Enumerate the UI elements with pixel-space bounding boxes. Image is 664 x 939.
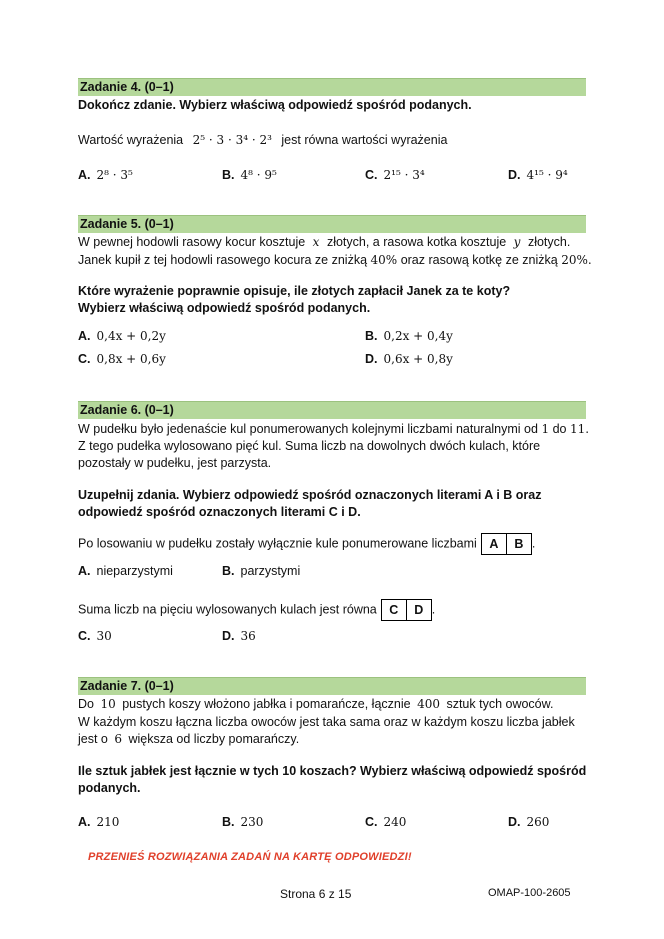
option-a[interactable]: A. 2⁸ · 3⁵: [78, 168, 133, 182]
exam-code: OMAP-100-2605: [488, 887, 571, 899]
option-c[interactable]: C. 2¹⁵ · 3⁴: [365, 168, 425, 182]
task-5: [78, 215, 592, 366]
option-d[interactable]: D. 0,6x + 0,8y: [365, 352, 453, 366]
task-text: W pewnej hodowli rasowy kocur kosztuje x złotych, a rasowa kotka kosztuje y złotych.: [78, 235, 571, 249]
task-prompt: Wartość wyrażenia 2⁵ · 3 · 3⁴ · 2³ jest równa wartości wyrażenia: [78, 133, 448, 147]
task-text: W pudełku było jedenaście kul ponumerowanych kolejnymi liczbami naturalnymi od 1 do 11.: [78, 422, 590, 436]
task-question: podanych.: [78, 781, 141, 795]
option-b[interactable]: B. 230: [222, 815, 264, 829]
task-text: jest o 6 większa od liczby pomarańczy.: [78, 732, 300, 746]
fill-sentence-1: Po losowaniu w pudełku zostały wyłącznie kule ponumerowane liczbami A B .: [78, 533, 535, 555]
option-b[interactable]: B. 4⁸ · 9⁵: [222, 168, 277, 182]
task-4: [78, 78, 586, 182]
task-instruction: Dokończ zdanie. Wybierz właściwą odpowiedź spośród podanych.: [78, 98, 472, 112]
task-question: Ile sztuk jabłek jest łącznie w tych 10 koszach? Wybierz właściwą odpowiedź spośród: [78, 764, 587, 778]
task-text: Do 10 pustych koszy włożono jabłka i pomarańcze, łącznie 400 sztuk tych owoców.: [78, 697, 554, 711]
task-text: pozostały w pudełku, jest parzysta.: [78, 456, 272, 470]
page-number: Strona 6 z 15: [280, 887, 352, 901]
task-header: Zadanie 5. (0–1): [78, 215, 586, 233]
task-question: Które wyrażenie poprawnie opisuje, ile złotych zapłacił Janek za te koty?: [78, 284, 511, 298]
task-header: Zadanie 4. (0–1): [78, 78, 586, 96]
option-a[interactable]: A. 0,4x + 0,2y: [78, 329, 166, 343]
answer-box-ab[interactable]: A B: [481, 533, 532, 555]
option-b[interactable]: B. parzystymi: [222, 564, 301, 578]
task-question: Uzupełnij zdania. Wybierz odpowiedź spośród oznaczonych literami A i B oraz: [78, 488, 542, 502]
fill-sentence-2: Suma liczb na pięciu wylosowanych kulach jest równa C D .: [78, 599, 435, 621]
option-c[interactable]: C. 0,8x + 0,6y: [78, 352, 166, 366]
option-a[interactable]: A. 210: [78, 815, 120, 829]
option-d[interactable]: D. 4¹⁵ · 9⁴: [508, 168, 568, 182]
task-header: Zadanie 6. (0–1): [78, 401, 586, 419]
task-question: Wybierz właściwą odpowiedź spośród podanych.: [78, 301, 371, 315]
option-c[interactable]: C. 30: [78, 629, 112, 643]
option-d[interactable]: D. 36: [222, 629, 256, 643]
answer-box-cd[interactable]: C D: [381, 599, 432, 621]
task-7: [78, 677, 587, 829]
task-6: [78, 401, 590, 643]
option-d[interactable]: D. 260: [508, 815, 550, 829]
option-c[interactable]: C. 240: [365, 815, 407, 829]
task-question: odpowiedź spośród oznaczonych literami C i D.: [78, 505, 361, 519]
option-b[interactable]: B. 0,2x + 0,4y: [365, 329, 453, 343]
task-header: Zadanie 7. (0–1): [78, 677, 586, 695]
option-a[interactable]: A. nieparzystymi: [78, 564, 173, 578]
task-text: W każdym koszu łączna liczba owoców jest taka sama oraz w każdym koszu liczba jabłek: [78, 715, 575, 729]
transfer-answers-warning: PRZENIEŚ ROZWIĄZANIA ZADAŃ NA KARTĘ ODPOWIEDZI!: [88, 851, 412, 863]
task-text: Janek kupił z tej hodowli rasowego kocura ze zniżką 40% oraz rasową kotkę ze zniżką 20%.: [78, 253, 592, 267]
task-text: Z tego pudełka wylosowano pięć kul. Suma liczb na dowolnych dwóch kulach, które: [78, 439, 541, 453]
